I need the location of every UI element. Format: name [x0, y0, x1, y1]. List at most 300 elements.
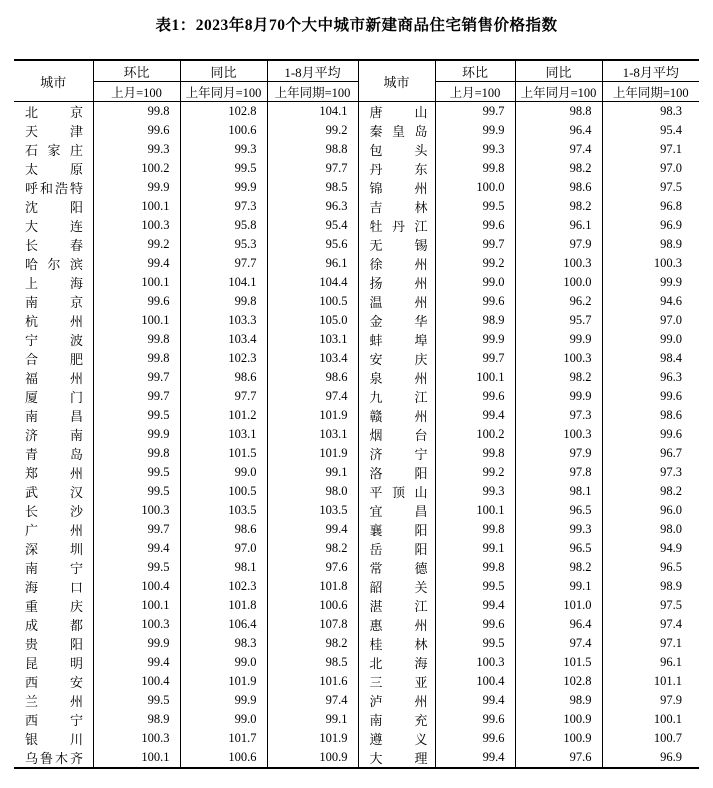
table-row [14, 501, 699, 520]
city-name-char: 桂 [369, 637, 383, 652]
city-name-char: 充 [414, 713, 428, 728]
table-row [14, 216, 699, 235]
city-cell [14, 539, 93, 558]
city-cell [358, 406, 435, 425]
yoy-value: 96.4 [515, 615, 602, 634]
mom-value: 99.0 [435, 273, 515, 292]
city-name [25, 539, 83, 558]
city-name-char: 原 [69, 162, 83, 177]
avg-value: 98.0 [602, 520, 699, 539]
city-name [370, 292, 428, 311]
city-cell [358, 311, 435, 330]
mom-value: 99.4 [93, 653, 180, 672]
city-name-char: 华 [414, 314, 428, 329]
table-row [14, 159, 699, 178]
city-cell [358, 482, 435, 501]
city-name [25, 216, 83, 235]
mom-value: 99.1 [435, 539, 515, 558]
table-row [14, 311, 699, 330]
city-name [25, 501, 83, 520]
city-name-char: 阳 [414, 523, 428, 538]
yoy-value: 97.4 [515, 634, 602, 653]
city-name-char: 大 [25, 219, 39, 234]
city-name-char: 连 [69, 219, 83, 234]
mom-value: 100.1 [435, 501, 515, 520]
mom-value: 99.6 [93, 121, 180, 140]
city-name-char: 昌 [69, 409, 83, 424]
mom-value: 99.8 [435, 159, 515, 178]
table-body [14, 102, 699, 769]
city-name [370, 254, 428, 273]
table-row [14, 406, 699, 425]
avg-value: 98.9 [602, 577, 699, 596]
table-row [14, 520, 699, 539]
city-cell [14, 501, 93, 520]
city-name-char: 京 [69, 295, 83, 310]
city-name-char: 牡 [369, 219, 383, 234]
avg-value: 96.3 [602, 368, 699, 387]
city-cell [14, 387, 93, 406]
mom-value: 99.6 [435, 615, 515, 634]
city-name-char: 宁 [414, 447, 428, 462]
header-avg-base-left: 上年同期=100 [267, 82, 358, 102]
city-cell [14, 273, 93, 292]
city-name-char: 岳 [369, 542, 383, 557]
yoy-value: 100.6 [180, 121, 267, 140]
table-row [14, 102, 699, 122]
yoy-value: 102.3 [180, 349, 267, 368]
mom-value: 100.3 [93, 615, 180, 634]
yoy-value: 98.2 [515, 368, 602, 387]
mom-value: 99.8 [93, 349, 180, 368]
city-name-char: 汉 [69, 485, 83, 500]
mom-value: 99.8 [93, 330, 180, 349]
yoy-value: 103.4 [180, 330, 267, 349]
city-cell [14, 349, 93, 368]
mom-value: 99.6 [435, 216, 515, 235]
city-name-char: 金 [369, 314, 383, 329]
city-name [25, 596, 83, 615]
city-cell [14, 330, 93, 349]
city-name [25, 102, 83, 121]
price-index-table [14, 59, 699, 769]
city-name-char: 扬 [369, 276, 383, 291]
mom-value: 99.4 [435, 596, 515, 615]
city-cell [14, 558, 93, 577]
city-name-char: 义 [414, 732, 428, 747]
city-name-char: 吉 [369, 200, 383, 215]
city-name [25, 254, 83, 273]
city-name-char: 西 [25, 675, 39, 690]
yoy-value: 100.9 [515, 729, 602, 748]
city-cell [358, 235, 435, 254]
avg-value: 104.1 [267, 102, 358, 122]
city-name-char: 宁 [69, 561, 83, 576]
city-name-char: 唐 [369, 105, 383, 120]
header-avg-right: 1-8月平均 [602, 60, 699, 82]
yoy-value: 101.5 [515, 653, 602, 672]
yoy-value: 99.9 [180, 178, 267, 197]
mom-value: 99.9 [93, 634, 180, 653]
city-name-char: 沈 [25, 200, 39, 215]
avg-value: 99.6 [602, 387, 699, 406]
table-row [14, 292, 699, 311]
city-name-char: 皇 [391, 124, 405, 139]
yoy-value: 98.2 [515, 159, 602, 178]
yoy-value: 99.3 [515, 520, 602, 539]
city-name [370, 615, 428, 634]
city-name-char: 海 [25, 580, 39, 595]
yoy-value: 99.9 [515, 330, 602, 349]
avg-value: 98.3 [602, 102, 699, 122]
city-name-char: 波 [69, 333, 83, 348]
mom-value: 99.7 [93, 520, 180, 539]
city-name-char: 州 [414, 257, 428, 272]
city-name [370, 672, 428, 691]
city-name-char: 贵 [25, 637, 39, 652]
table-row [14, 482, 699, 501]
avg-value: 95.4 [267, 216, 358, 235]
avg-value: 101.9 [267, 729, 358, 748]
header-mom-base-left: 上月=100 [93, 82, 180, 102]
avg-value: 96.1 [267, 254, 358, 273]
yoy-value: 100.3 [515, 425, 602, 444]
city-name [25, 159, 83, 178]
city-cell [14, 235, 93, 254]
mom-value: 100.2 [435, 425, 515, 444]
yoy-value: 101.8 [180, 596, 267, 615]
yoy-value: 100.6 [180, 748, 267, 768]
city-name-char: 呼 [25, 181, 39, 196]
city-name-char: 埠 [414, 333, 428, 348]
yoy-value: 99.0 [180, 463, 267, 482]
mom-value: 99.7 [93, 387, 180, 406]
mom-value: 99.7 [435, 102, 515, 122]
mom-value: 99.5 [93, 482, 180, 501]
avg-value: 98.9 [602, 235, 699, 254]
yoy-value: 99.9 [180, 691, 267, 710]
city-name-char: 州 [414, 694, 428, 709]
city-cell [14, 368, 93, 387]
city-name-char: 理 [414, 751, 428, 766]
mom-value: 99.5 [435, 634, 515, 653]
city-name-char: 肥 [69, 352, 83, 367]
table-row [14, 444, 699, 463]
city-cell [358, 102, 435, 122]
city-cell [14, 425, 93, 444]
city-name [370, 102, 428, 121]
city-name [370, 368, 428, 387]
avg-value: 97.4 [602, 615, 699, 634]
city-name-char: 岛 [414, 124, 428, 139]
mom-value: 99.4 [93, 539, 180, 558]
city-name-char: 宜 [369, 504, 383, 519]
yoy-value: 97.9 [515, 235, 602, 254]
city-name-char: 宁 [25, 333, 39, 348]
city-cell [14, 748, 93, 768]
city-name-char: 深 [25, 542, 39, 557]
city-name [370, 691, 428, 710]
city-name-char: 上 [25, 276, 39, 291]
city-name-char: 鲁 [39, 751, 53, 766]
city-name-char: 襄 [369, 523, 383, 538]
yoy-value: 95.8 [180, 216, 267, 235]
table-row [14, 330, 699, 349]
city-cell [14, 140, 93, 159]
yoy-value: 95.3 [180, 235, 267, 254]
avg-value: 98.0 [267, 482, 358, 501]
city-name-char: 蚌 [369, 333, 383, 348]
mom-value: 99.5 [93, 406, 180, 425]
city-cell [14, 102, 93, 122]
yoy-value: 99.8 [180, 292, 267, 311]
yoy-value: 100.5 [180, 482, 267, 501]
city-name-char: 厦 [25, 390, 39, 405]
city-cell [358, 425, 435, 444]
city-name [370, 577, 428, 596]
mom-value: 99.9 [93, 425, 180, 444]
avg-value: 95.6 [267, 235, 358, 254]
city-name-char: 常 [369, 561, 383, 576]
yoy-value: 97.7 [180, 387, 267, 406]
city-name-char: 丹 [369, 162, 383, 177]
header-yoy-right: 同比 [515, 60, 602, 82]
city-name-char: 乌 [25, 751, 39, 766]
city-name [25, 520, 83, 539]
mom-value: 99.4 [435, 406, 515, 425]
header-city-left: 城市 [14, 60, 93, 102]
avg-value: 97.0 [602, 159, 699, 178]
mom-value: 100.2 [93, 159, 180, 178]
city-cell [14, 596, 93, 615]
avg-value: 101.8 [267, 577, 358, 596]
city-name-char: 韶 [369, 580, 383, 595]
city-name-char: 遵 [369, 732, 383, 747]
city-name [370, 501, 428, 520]
table-header [14, 60, 699, 102]
yoy-value: 97.3 [515, 406, 602, 425]
city-name-char: 成 [25, 618, 39, 633]
city-name [25, 349, 83, 368]
header-city-right: 城市 [358, 60, 435, 102]
yoy-value: 98.8 [515, 102, 602, 122]
avg-value: 98.5 [267, 178, 358, 197]
avg-value: 99.6 [602, 425, 699, 444]
city-name [370, 406, 428, 425]
city-name [25, 729, 83, 748]
city-name-char: 沙 [69, 504, 83, 519]
mom-value: 99.2 [93, 235, 180, 254]
city-cell [14, 159, 93, 178]
avg-value: 97.3 [602, 463, 699, 482]
avg-value: 97.5 [602, 178, 699, 197]
city-cell [14, 178, 93, 197]
city-cell [358, 634, 435, 653]
city-name-char: 和 [39, 181, 53, 196]
avg-value: 99.4 [267, 520, 358, 539]
city-name-char: 济 [25, 428, 39, 443]
city-name [25, 634, 83, 653]
yoy-value: 98.1 [180, 558, 267, 577]
city-name-char: 锦 [369, 181, 383, 196]
yoy-value: 98.6 [515, 178, 602, 197]
city-name-char: 门 [69, 390, 83, 405]
city-name-char: 天 [25, 124, 39, 139]
mom-value: 99.3 [93, 140, 180, 159]
city-name [25, 653, 83, 672]
city-name-char: 台 [414, 428, 428, 443]
avg-value: 97.6 [267, 558, 358, 577]
yoy-value: 103.5 [180, 501, 267, 520]
city-name-char: 安 [69, 675, 83, 690]
city-name-char: 西 [25, 713, 39, 728]
mom-value: 100.1 [93, 273, 180, 292]
table-row [14, 387, 699, 406]
city-name-char: 秦 [369, 124, 383, 139]
mom-value: 99.7 [93, 368, 180, 387]
city-name-char: 州 [69, 371, 83, 386]
city-name-char: 滨 [69, 257, 83, 272]
avg-value: 97.4 [267, 691, 358, 710]
avg-value: 98.6 [602, 406, 699, 425]
table-row [14, 615, 699, 634]
city-name-char: 泉 [369, 371, 383, 386]
city-name [25, 482, 83, 501]
city-name-char: 烟 [369, 428, 383, 443]
avg-value: 99.9 [602, 273, 699, 292]
avg-value: 105.0 [267, 311, 358, 330]
mom-value: 99.9 [93, 178, 180, 197]
table-title: 表1：2023年8月70个大中城市新建商品住宅销售价格指数 [155, 17, 558, 34]
avg-value: 103.5 [267, 501, 358, 520]
mom-value: 100.4 [93, 577, 180, 596]
city-name-char: 头 [414, 143, 428, 158]
yoy-value: 102.3 [180, 577, 267, 596]
mom-value: 99.6 [435, 387, 515, 406]
city-name-char: 昆 [25, 656, 39, 671]
yoy-value: 102.8 [180, 102, 267, 122]
yoy-value: 103.3 [180, 311, 267, 330]
city-name-char: 顶 [391, 485, 405, 500]
city-cell [358, 748, 435, 768]
yoy-value: 101.9 [180, 672, 267, 691]
city-name-char: 济 [369, 447, 383, 462]
city-name [370, 273, 428, 292]
city-cell [358, 349, 435, 368]
yoy-value: 97.7 [180, 254, 267, 273]
city-name [370, 140, 428, 159]
header-mom-right: 环比 [435, 60, 515, 82]
city-name [370, 634, 428, 653]
table-row [14, 596, 699, 615]
city-name-char: 青 [25, 447, 39, 462]
avg-value: 97.7 [267, 159, 358, 178]
avg-value: 96.3 [267, 197, 358, 216]
city-name [370, 387, 428, 406]
city-cell [14, 615, 93, 634]
header-avg-base-right: 上年同期=100 [602, 82, 699, 102]
city-name-char: 庆 [414, 352, 428, 367]
city-name [370, 710, 428, 729]
yoy-value: 101.5 [180, 444, 267, 463]
city-name [370, 748, 428, 767]
mom-value: 99.7 [435, 235, 515, 254]
yoy-value: 99.0 [180, 710, 267, 729]
avg-value: 96.5 [602, 558, 699, 577]
table-row [14, 121, 699, 140]
avg-value: 94.9 [602, 539, 699, 558]
city-name-char: 齐 [69, 751, 83, 766]
header-avg-left: 1-8月平均 [267, 60, 358, 82]
city-cell [358, 178, 435, 197]
avg-value: 98.2 [267, 539, 358, 558]
city-name [25, 387, 83, 406]
city-name-char: 京 [69, 105, 83, 120]
city-name [25, 615, 83, 634]
avg-value: 100.9 [267, 748, 358, 768]
city-name-char: 亚 [414, 675, 428, 690]
city-name-char: 州 [69, 523, 83, 538]
mom-value: 99.2 [435, 463, 515, 482]
yoy-value: 101.0 [515, 596, 602, 615]
city-cell [358, 729, 435, 748]
table-row [14, 197, 699, 216]
city-name-char: 州 [69, 466, 83, 481]
mom-value: 99.5 [435, 197, 515, 216]
city-name-char: 林 [414, 637, 428, 652]
city-name-char: 北 [25, 105, 39, 120]
city-cell [14, 634, 93, 653]
city-name-char: 德 [414, 561, 428, 576]
city-name-char: 阳 [69, 200, 83, 215]
avg-value: 97.9 [602, 691, 699, 710]
city-cell [358, 197, 435, 216]
city-cell [358, 691, 435, 710]
table-row [14, 748, 699, 768]
yoy-value: 106.4 [180, 615, 267, 634]
yoy-value: 98.6 [180, 368, 267, 387]
city-name-char: 都 [69, 618, 83, 633]
avg-value: 98.2 [602, 482, 699, 501]
table-row [14, 273, 699, 292]
yoy-value: 98.9 [515, 691, 602, 710]
mom-value: 98.9 [93, 710, 180, 729]
city-name-char: 兰 [25, 694, 39, 709]
header-mom-base-right: 上月=100 [435, 82, 515, 102]
city-cell [14, 577, 93, 596]
mom-value: 99.3 [435, 482, 515, 501]
city-name-char: 福 [25, 371, 39, 386]
avg-value: 98.6 [267, 368, 358, 387]
city-cell [358, 254, 435, 273]
city-name-char: 平 [369, 485, 383, 500]
city-name-char: 赣 [369, 409, 383, 424]
city-cell [14, 672, 93, 691]
city-name [370, 216, 428, 235]
city-name-char: 阳 [414, 466, 428, 481]
city-name-char: 南 [25, 561, 39, 576]
mom-value: 100.1 [435, 368, 515, 387]
city-name [370, 425, 428, 444]
avg-value: 96.1 [602, 653, 699, 672]
city-cell [358, 140, 435, 159]
city-name [25, 121, 83, 140]
city-name-char: 湛 [369, 599, 383, 614]
city-name-char: 大 [369, 751, 383, 766]
city-name [25, 178, 83, 197]
city-name [370, 558, 428, 577]
mom-value: 99.3 [435, 140, 515, 159]
